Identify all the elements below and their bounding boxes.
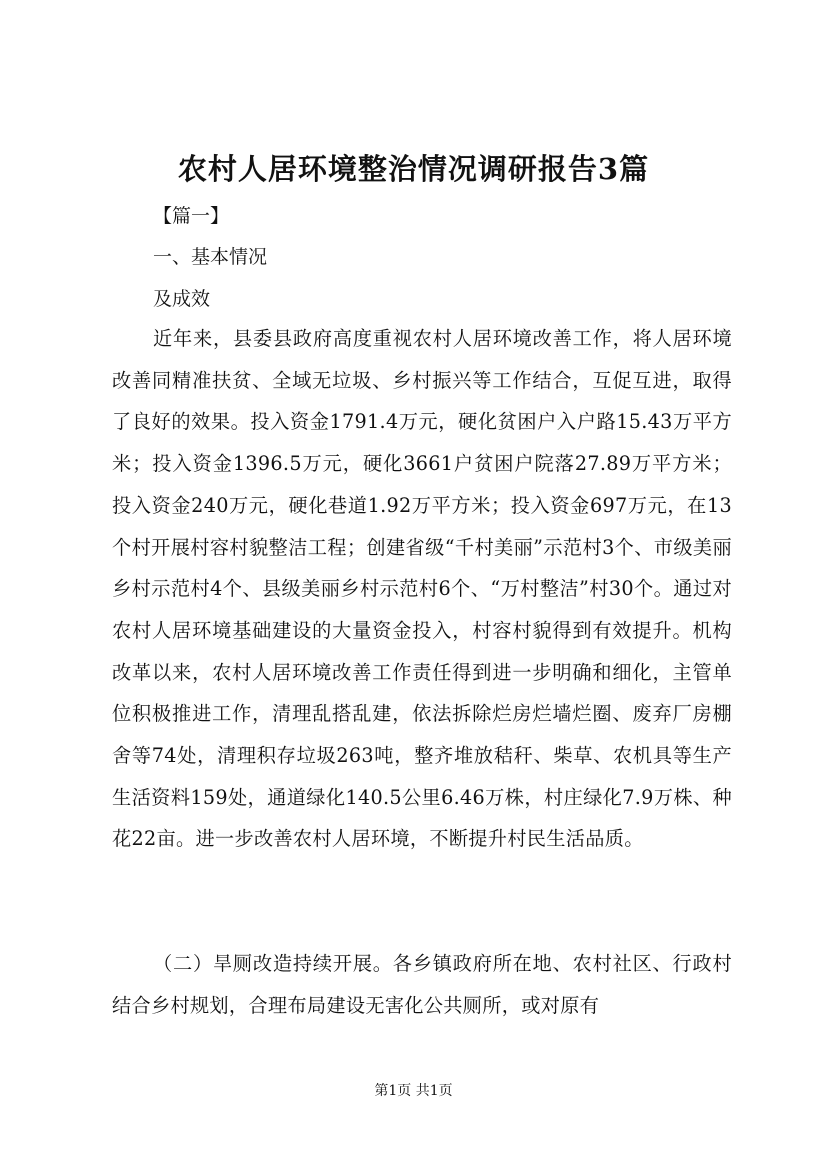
- document-title: 农村人居环境整治情况调研报告3篇: [177, 152, 650, 186]
- part-label: 【篇一】: [153, 205, 230, 227]
- body-paragraph-2: （二）旱厕改造持续开展。各乡镇政府所在地、农村社区、行政村结合乡村规划，合理布局建设无害化公共厕所，或对原有: [112, 952, 732, 1017]
- page-footer: 第1页 共1页: [374, 1083, 453, 1099]
- section-heading: 一、基本情况: [153, 246, 268, 268]
- section-heading-continued: 及成效: [153, 288, 211, 310]
- body-paragraph-1: 近年来，县委县政府高度重视农村人居环境改善工作，将人居环境改善同精准扶贫、全域无垃圾、乡村振兴等工作结合，互促互进，取得了良好的效果。投入资金1791.4万元，硬化贫困户入户路15.43万平方米；投入资金1396.5万元，硬化3661户贫困户院落27.89万平方米；投入资金240万元，硬化巷道1.92万平方米；投入资金697万元，在13个村开展村容村貌整洁工程；创建省级“千村美丽”示范村3个、市级美丽乡村示范村4个、县级美丽乡村示范村6个、“万村整洁”村30个。通过对农村人居环境基础建设的大量资金投入，村容村貌得到有效提升。机构改革以来，农村人居环境改善工作责任得到进一步明确和细化，主管单位积极推进工作，清理乱搭乱建，依法拆除烂房烂墙烂圈、废弃厂房棚舍等74处，清理积存垃圾263吨，整齐堆放秸秆、柴草、农机具等生产生活资料159处，通道绿化140.5公里6.46万株，村庄绿化7.9万株、种花22亩。进一步改善农村人居环境，不断提升村民生活品质。: [112, 327, 732, 851]
